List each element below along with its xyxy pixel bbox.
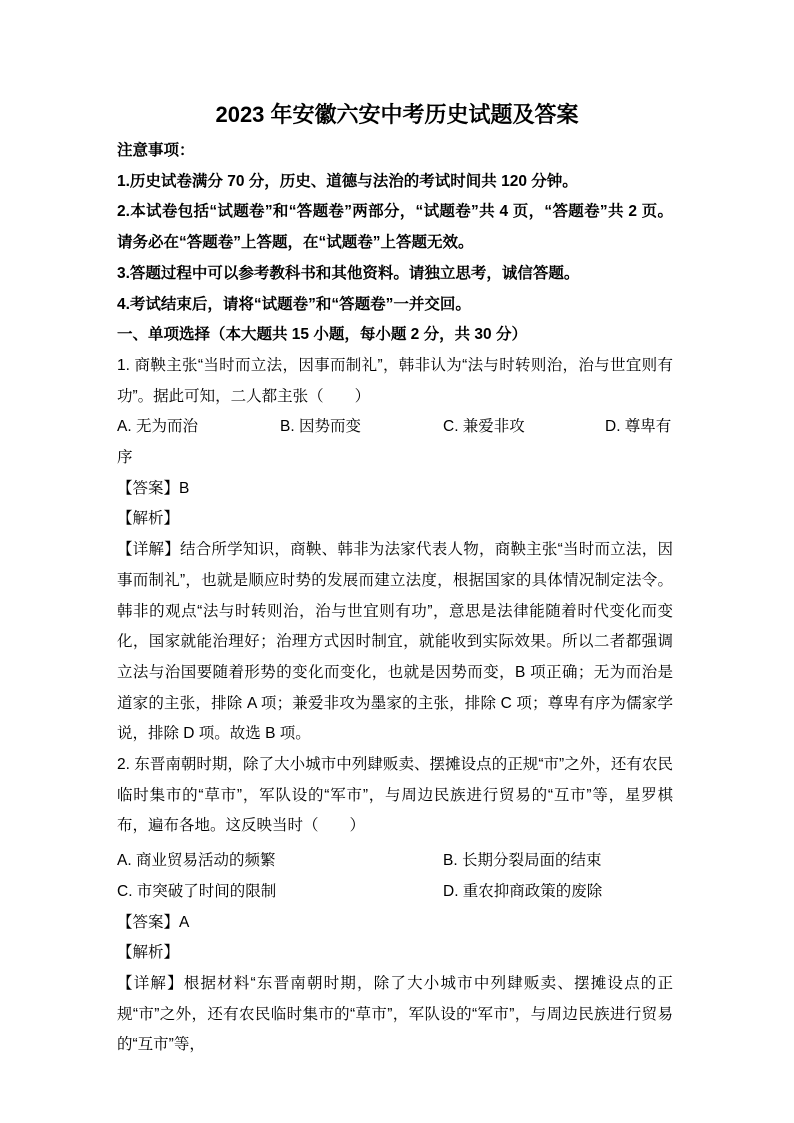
notices-header: 注意事项：: [117, 142, 195, 159]
question-1-option-d: D. 尊卑有: [605, 418, 672, 436]
answer-value: B: [179, 479, 190, 497]
question-1-option-d-wrap: 序: [117, 449, 133, 467]
question-1-analysis-label: 【解析】: [117, 510, 180, 528]
question-1-option-c: C. 兼爱非攻: [443, 418, 525, 436]
answer-value: A: [179, 913, 190, 931]
question-2-option-a: A. 商业贸易活动的频繁: [117, 852, 276, 870]
question-2-option-d: D. 重农抑商政策的废除: [443, 882, 603, 900]
question-1-option-b: B. 因势而变: [280, 418, 361, 436]
answer-label: 【答案】: [117, 479, 180, 497]
question-1-options-row: [117, 412, 673, 443]
question-2-option-b: B. 长期分裂局面的结束: [443, 852, 602, 870]
question-1-stem: 1. 商鞅主张“当时而立法，因事而制礼”，韩非认为“法与时转则治，治与世宜则有功”。据此可知，二人都主张（ ）: [117, 356, 673, 405]
question-1-detail: [117, 535, 673, 750]
question-2-stem: 2. 东晋南朝时期，除了大小城市中列肆贩卖、摆摊设点的正规“市”之外，还有农民临时集市的“草市”，军队设的“军市”，与周边民族进行贸易的“互市”等，星罗棋布，遍布各地。这反映当时（ ）: [117, 756, 673, 835]
question-2-options-row-1: [117, 846, 673, 877]
question-2-analysis-label: 【解析】: [117, 944, 180, 962]
question-2-answer-line: [117, 908, 673, 939]
detail-label: 【详解】: [117, 974, 184, 992]
detail-text: 结合所学知识，商鞅、韩非为法家代表人物，商鞅主张“当时而立法，因事而制礼”，也就是顺应时势的发展而建立法度，根据国家的具体情况制定法令。韩非的观点“法与时转则治，治与世宜则有功”，意思是法律能随着时代变化而变化，国家就能治理好；治理方式因时制宜，就能收到实际效果。所以二者都强调立法与治国要随着形势的变化而变化，也就是因势而变，B 项正确；无为而治是道家的主张，排除 A 项；兼爱非攻为墨家的主张，排除 C 项；尊卑有序为儒家学说，排除 D 项。故选 B 项。: [117, 541, 673, 743]
question-2-option-c: C. 市突破了时间的限制: [117, 882, 277, 900]
section-heading: 一、单项选择（本大题共 15 小题，每小题 2 分，共 30 分）: [117, 326, 527, 344]
detail-text: 根据材料“东晋南朝时期，除了大小城市中列肆贩卖、摆摊设点的正规“市”之外，还有农民临时集市的“草市”，军队设的“军市”，与周边民族进行贸易的“互市”等，: [117, 974, 673, 1054]
notice-item-4: 4.考试结束后，请将“试题卷”和“答题卷”一并交回。: [117, 295, 471, 313]
question-2-detail: [117, 969, 673, 1061]
document-body: [117, 136, 673, 1061]
question-1-option-a: A. 无为而治: [117, 418, 198, 436]
answer-label: 【答案】: [117, 913, 180, 931]
question-1-answer-line: [117, 474, 673, 505]
notice-item-1: 1.历史试卷满分 70 分，历史、道德与法治的考试时间共 120 分钟。: [117, 172, 578, 190]
notice-item-3: 3.答题过程中可以参考教科书和其他资料。请独立思考，诚信答题。: [117, 264, 580, 282]
question-2-options-row-2: [117, 877, 673, 908]
page-title: 2023 年安徽六安中考历史试题及答案: [215, 102, 579, 127]
notice-item-2: 2.本试卷包括“试题卷”和“答题卷”两部分，“试题卷”共 4 页，“答题卷”共 2 页。请务必在“答题卷”上答题，在“试题卷”上答题无效。: [117, 203, 673, 252]
detail-label: 【详解】: [117, 541, 180, 559]
